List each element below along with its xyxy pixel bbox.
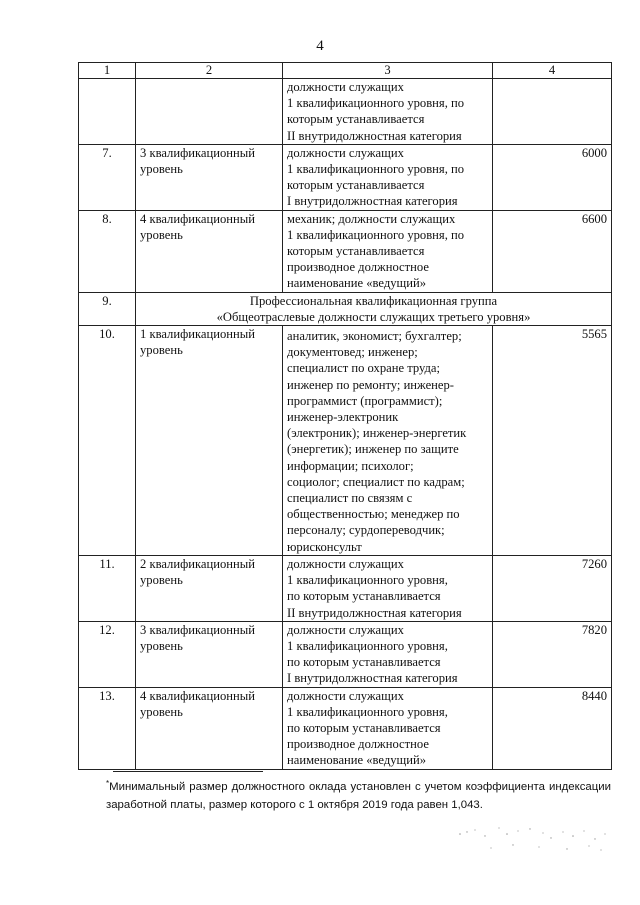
table-row <box>79 210 612 292</box>
salary-value <box>493 79 612 145</box>
position-description-line: общественностью; менеджер по <box>287 507 460 522</box>
position-description-line: 1 квалификационного уровня, по <box>287 227 465 242</box>
position-description-line: должности служащих <box>287 145 404 160</box>
salary-value: 7820 <box>493 621 612 687</box>
position-description-line: инженер-электроник <box>287 410 399 425</box>
qualification-level-line: уровень <box>140 227 183 242</box>
qualification-level-line: уровень <box>140 162 183 177</box>
position-description-line: аналитик, экономист; бухгалтер; <box>287 329 462 344</box>
row-number: 9. <box>79 292 136 325</box>
position-description-line: 1 квалификационного уровня, <box>287 704 448 719</box>
qualification-level-line: уровень <box>140 638 183 653</box>
position-description <box>283 210 493 292</box>
salary-value: 6600 <box>493 210 612 292</box>
table-row <box>79 292 612 325</box>
qualification-level <box>136 326 283 556</box>
row-number: 8. <box>79 210 136 292</box>
position-description-line: программист (программист); <box>287 393 443 408</box>
qualification-level-line: уровень <box>140 704 183 719</box>
table-row <box>79 79 612 145</box>
position-description-line: I внутридолжностная категория <box>287 671 458 686</box>
table-header <box>79 63 612 79</box>
table-body <box>79 79 612 770</box>
footnote-text: Минимальный размер должностного оклада установлен с учетом коэффициента индексации заработной платы, размер которого с 1 октября 2019 года равен 1,043. <box>106 781 611 811</box>
row-number <box>79 79 136 145</box>
header-cell: 2 <box>136 63 283 79</box>
header-cell: 4 <box>493 63 612 79</box>
position-description <box>283 79 493 145</box>
salary-value: 8440 <box>493 687 612 769</box>
qualification-level-line: 4 квалификационный <box>140 688 255 703</box>
position-description-line: (электроник); инженер-энергетик <box>287 426 467 441</box>
position-description-line: должности служащих <box>287 80 404 94</box>
table-row <box>79 326 612 556</box>
position-description <box>283 326 493 556</box>
row-number: 13. <box>79 687 136 769</box>
qualification-level <box>136 79 283 145</box>
position-description-line: 1 квалификационного уровня, <box>287 573 448 588</box>
scan-speckle <box>455 820 615 860</box>
position-description-line: производное должностное <box>287 260 429 275</box>
position-description-line: которым устанавливается <box>287 178 425 193</box>
position-description-line: по которым устанавливается <box>287 655 441 670</box>
position-description-line: социолог; специалист по кадрам; <box>287 474 465 489</box>
row-number: 11. <box>79 555 136 621</box>
salary-table <box>78 62 612 770</box>
table-row <box>79 621 612 687</box>
position-description-line: которым устанавливается <box>287 244 425 259</box>
row-number: 7. <box>79 144 136 210</box>
footnote-divider <box>113 771 263 772</box>
group-title-line: Профессиональная квалификационная группа <box>249 293 498 308</box>
qualification-level-line: 4 квалификационный <box>140 211 255 226</box>
row-number: 10. <box>79 326 136 556</box>
qualification-level <box>136 687 283 769</box>
position-description <box>283 144 493 210</box>
position-description-line: по которым устанавливается <box>287 720 441 735</box>
footnote <box>106 775 611 814</box>
position-description-line: специалист по охране труда; <box>287 361 440 376</box>
position-description-line: которым устанавливается <box>287 112 425 127</box>
position-description-line: юрисконсульт <box>287 539 362 554</box>
qualification-level-line: уровень <box>140 573 183 588</box>
qualification-level-line: уровень <box>140 343 183 358</box>
table-row <box>79 687 612 769</box>
position-description-line: производное должностное <box>287 737 429 752</box>
qualification-level-line: 3 квалификационный <box>140 622 255 637</box>
header-cell: 1 <box>79 63 136 79</box>
position-description-line: II внутридолжностная категория <box>287 128 462 143</box>
footnote-marker: * <box>106 779 110 788</box>
salary-value: 6000 <box>493 144 612 210</box>
qualification-level <box>136 621 283 687</box>
row-number: 12. <box>79 621 136 687</box>
position-description-line: I внутридолжностная категория <box>287 194 458 209</box>
qualification-level <box>136 144 283 210</box>
position-description-line: 1 квалификационного уровня, по <box>287 162 465 177</box>
position-description-line: наименование «ведущий» <box>287 276 427 291</box>
qualification-level-line: 1 квалификационный <box>140 327 255 342</box>
qualification-level-line: 2 квалификационный <box>140 556 255 571</box>
group-title-line: «Общеотраслевые должности служащих третьего уровня» <box>216 309 531 324</box>
position-description-line: документовед; инженер; <box>287 345 418 360</box>
position-description-line: 1 квалификационного уровня, <box>287 638 448 653</box>
qualification-level-line: 3 квалификационный <box>140 145 255 160</box>
position-description-line: II внутридолжностная категория <box>287 605 462 620</box>
position-description-line: механик; должности служащих <box>287 211 456 226</box>
position-description <box>283 555 493 621</box>
table-row <box>79 555 612 621</box>
position-description-line: 1 квалификационного уровня, по <box>287 96 465 111</box>
position-description-line: инженер по ремонту; инженер- <box>287 377 454 392</box>
position-description-line: (энергетик); инженер по защите <box>287 442 459 457</box>
position-description-line: должности служащих <box>287 622 404 637</box>
position-description-line: персоналу; сурдопереводчик; <box>287 523 445 538</box>
position-description-line: должности служащих <box>287 688 404 703</box>
header-row <box>79 63 612 79</box>
table-row <box>79 144 612 210</box>
qualification-level <box>136 555 283 621</box>
position-description <box>283 621 493 687</box>
qualification-level <box>136 210 283 292</box>
position-description <box>283 687 493 769</box>
position-description-line: должности служащих <box>287 556 404 571</box>
position-description-line: специалист по связям с <box>287 491 413 506</box>
salary-value: 7260 <box>493 555 612 621</box>
header-cell: 3 <box>283 63 493 79</box>
position-description-line: по которым устанавливается <box>287 589 441 604</box>
position-description-line: информации; психолог; <box>287 458 414 473</box>
page-number: 4 <box>316 38 324 54</box>
position-description-line: наименование «ведущий» <box>287 753 427 768</box>
salary-value: 5565 <box>493 326 612 556</box>
group-title <box>136 292 612 325</box>
